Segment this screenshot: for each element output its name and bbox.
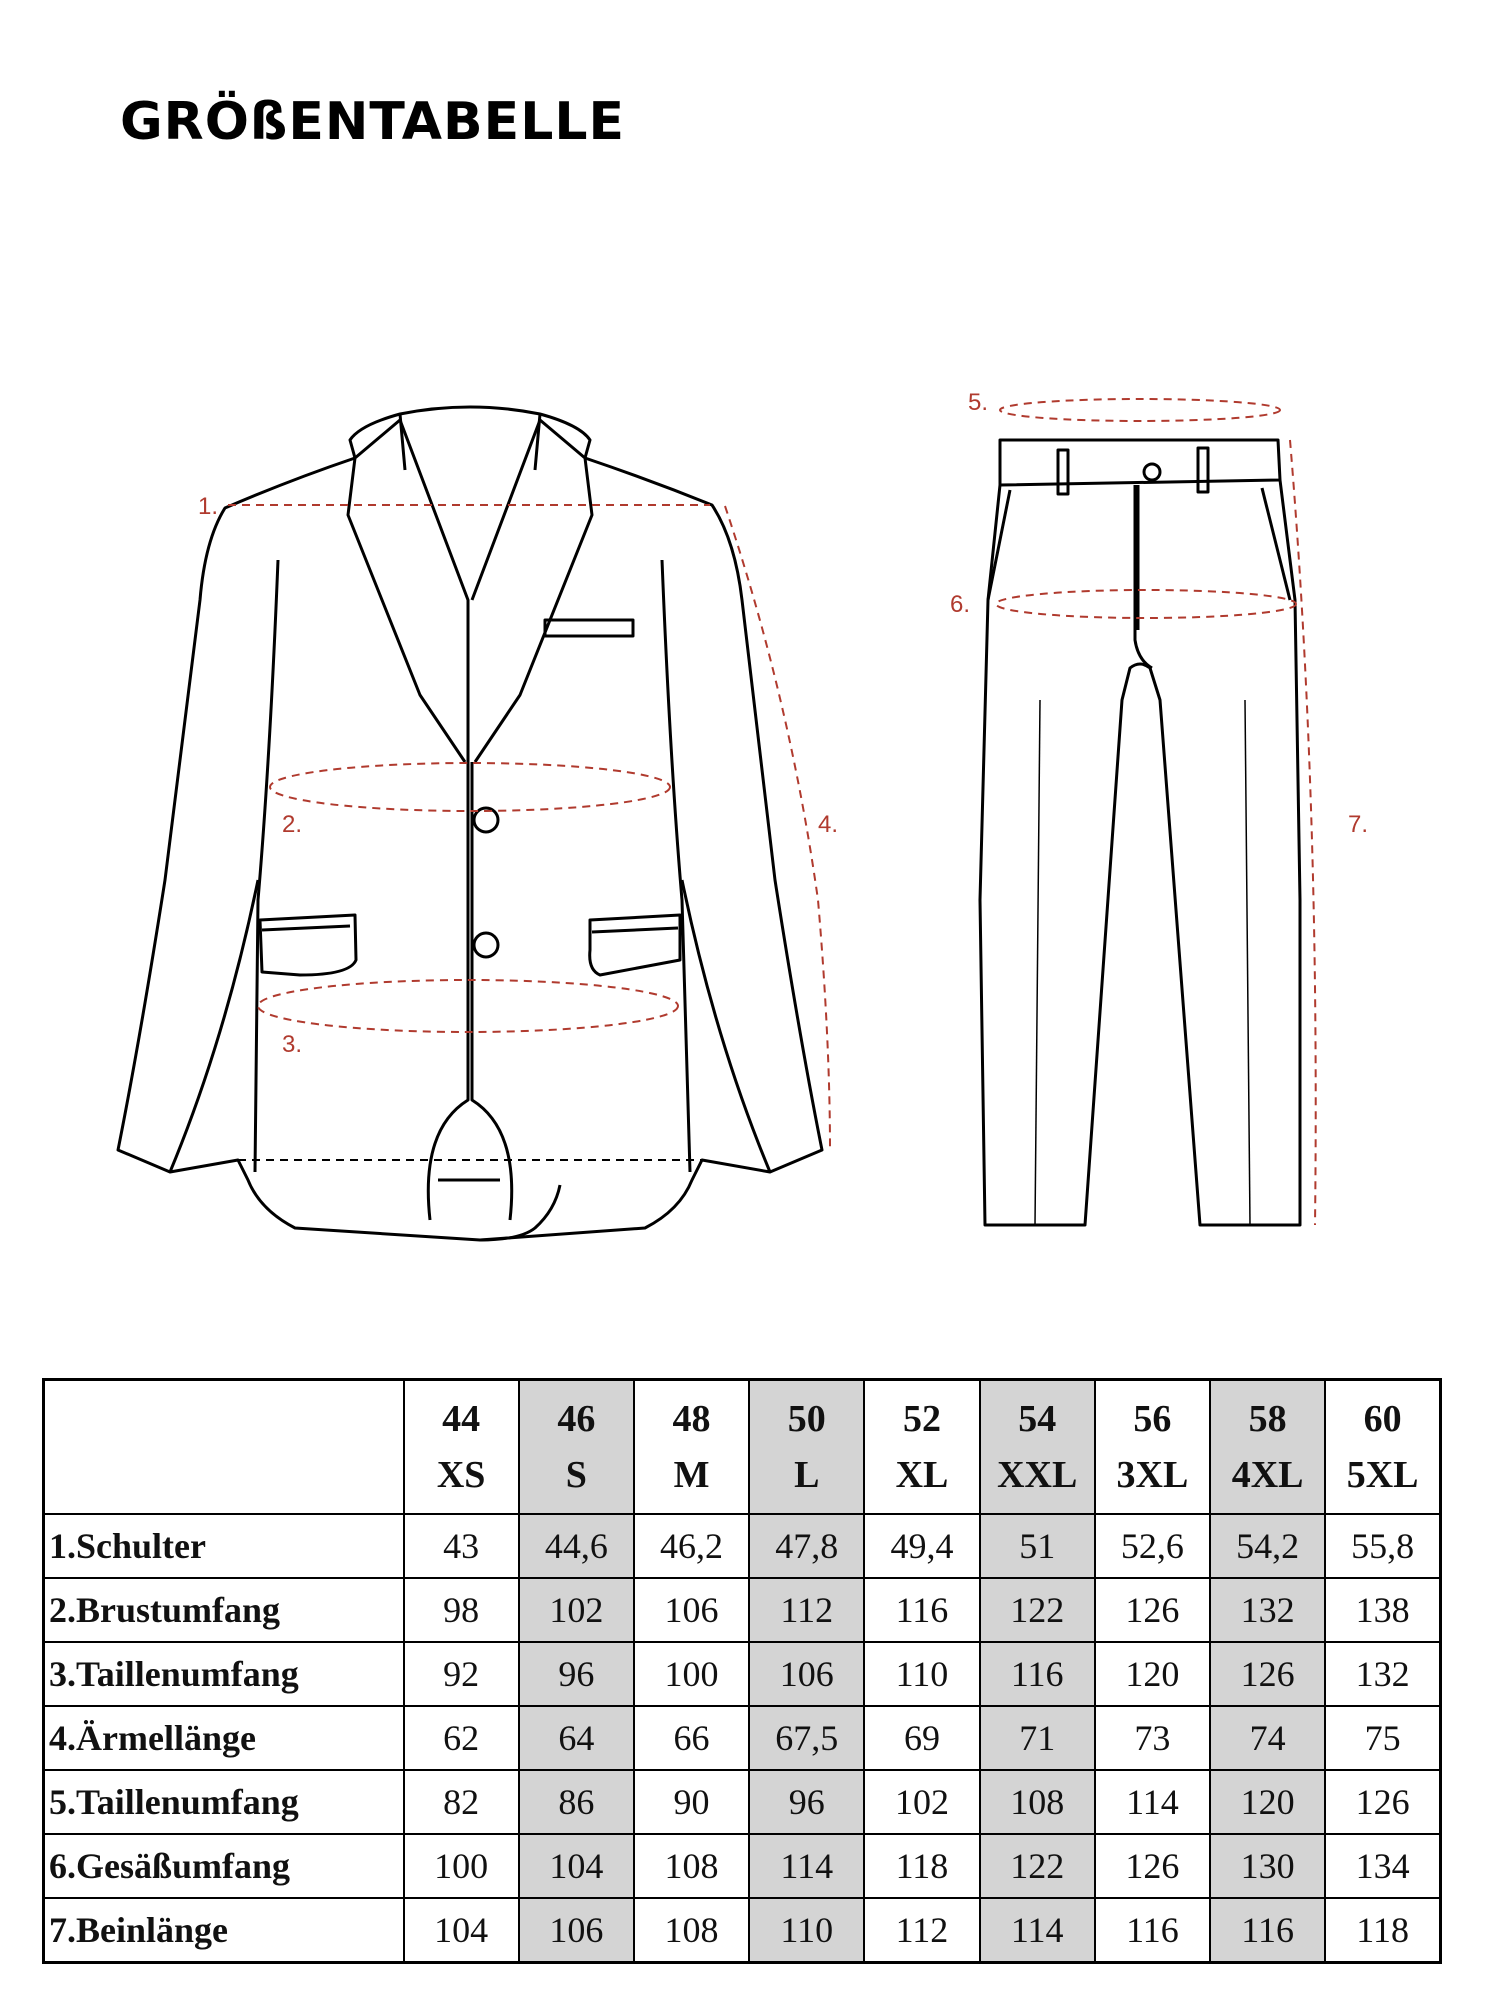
size-header-cell: 48 M bbox=[634, 1380, 749, 1515]
table-cell: 126 bbox=[1325, 1770, 1440, 1834]
table-cell: 43 bbox=[404, 1514, 519, 1578]
table-row bbox=[44, 1642, 1441, 1706]
row-label: 7.Beinlänge bbox=[44, 1898, 404, 1963]
table-cell: 104 bbox=[519, 1834, 634, 1898]
table-cell: 62 bbox=[404, 1706, 519, 1770]
table-cell: 126 bbox=[1095, 1578, 1210, 1642]
table-cell: 114 bbox=[749, 1834, 864, 1898]
size-header-cell: 56 3XL bbox=[1095, 1380, 1210, 1515]
measure-label-4: 4. bbox=[818, 811, 839, 838]
table-cell: 47,8 bbox=[749, 1514, 864, 1578]
table-row bbox=[44, 1770, 1441, 1834]
row-label: 2.Brustumfang bbox=[44, 1578, 404, 1642]
size-table-body bbox=[44, 1514, 1441, 1963]
measure-label-2: 2. bbox=[282, 811, 303, 838]
size-header-cell: 50 L bbox=[749, 1380, 864, 1515]
measure-label-7: 7. bbox=[1348, 811, 1369, 838]
page-title: GRÖßENTABELLE bbox=[120, 92, 625, 152]
table-cell: 90 bbox=[634, 1770, 749, 1834]
table-cell: 106 bbox=[634, 1578, 749, 1642]
trousers-drawing bbox=[980, 440, 1300, 1225]
table-cell: 104 bbox=[404, 1898, 519, 1963]
table-row bbox=[44, 1578, 1441, 1642]
table-cell: 44,6 bbox=[519, 1514, 634, 1578]
table-cell: 96 bbox=[519, 1642, 634, 1706]
row-label: 6.Gesäßumfang bbox=[44, 1834, 404, 1898]
table-cell: 108 bbox=[980, 1770, 1095, 1834]
table-cell: 73 bbox=[1095, 1706, 1210, 1770]
size-header-cell: 60 5XL bbox=[1325, 1380, 1440, 1515]
table-cell: 114 bbox=[980, 1898, 1095, 1963]
table-cell: 122 bbox=[980, 1834, 1095, 1898]
table-cell: 122 bbox=[980, 1578, 1095, 1642]
measure-label-1: 1. bbox=[198, 493, 219, 520]
table-cell: 108 bbox=[634, 1898, 749, 1963]
table-cell: 106 bbox=[749, 1642, 864, 1706]
table-cell: 106 bbox=[519, 1898, 634, 1963]
table-cell: 138 bbox=[1325, 1578, 1440, 1642]
table-cell: 98 bbox=[404, 1578, 519, 1642]
table-cell: 49,4 bbox=[864, 1514, 979, 1578]
row-label: 5.Taillenumfang bbox=[44, 1770, 404, 1834]
size-header-cell: 52 XL bbox=[864, 1380, 979, 1515]
table-cell: 64 bbox=[519, 1706, 634, 1770]
table-cell: 75 bbox=[1325, 1706, 1440, 1770]
table-cell: 110 bbox=[864, 1642, 979, 1706]
row-label: 1.Schulter bbox=[44, 1514, 404, 1578]
table-cell: 54,2 bbox=[1210, 1514, 1325, 1578]
table-cell: 132 bbox=[1325, 1642, 1440, 1706]
table-cell: 116 bbox=[1095, 1898, 1210, 1963]
measure-label-3: 3. bbox=[282, 1031, 303, 1058]
table-cell: 108 bbox=[634, 1834, 749, 1898]
jacket-drawing bbox=[118, 407, 822, 1240]
table-cell: 112 bbox=[749, 1578, 864, 1642]
size-table bbox=[42, 1378, 1442, 1964]
table-row bbox=[44, 1834, 1441, 1898]
table-cell: 120 bbox=[1210, 1770, 1325, 1834]
table-cell: 74 bbox=[1210, 1706, 1325, 1770]
table-cell: 100 bbox=[634, 1642, 749, 1706]
table-cell: 126 bbox=[1210, 1642, 1325, 1706]
table-cell: 55,8 bbox=[1325, 1514, 1440, 1578]
table-cell: 82 bbox=[404, 1770, 519, 1834]
table-cell: 92 bbox=[404, 1642, 519, 1706]
table-cell: 102 bbox=[864, 1770, 979, 1834]
measure-label-6: 6. bbox=[950, 591, 971, 618]
table-cell: 112 bbox=[864, 1898, 979, 1963]
measure-label-5: 5. bbox=[968, 389, 989, 416]
table-cell: 116 bbox=[1210, 1898, 1325, 1963]
table-cell: 51 bbox=[980, 1514, 1095, 1578]
size-header-cell: 54 XXL bbox=[980, 1380, 1095, 1515]
table-cell: 114 bbox=[1095, 1770, 1210, 1834]
row-label: 4.Ärmellänge bbox=[44, 1706, 404, 1770]
table-cell: 86 bbox=[519, 1770, 634, 1834]
jacket-measure-lines bbox=[228, 505, 830, 1150]
table-cell: 66 bbox=[634, 1706, 749, 1770]
table-cell: 71 bbox=[980, 1706, 1095, 1770]
table-cell: 46,2 bbox=[634, 1514, 749, 1578]
table-cell: 100 bbox=[404, 1834, 519, 1898]
table-cell: 116 bbox=[864, 1578, 979, 1642]
row-label: 3.Taillenumfang bbox=[44, 1642, 404, 1706]
table-cell: 120 bbox=[1095, 1642, 1210, 1706]
table-cell: 132 bbox=[1210, 1578, 1325, 1642]
table-cell: 110 bbox=[749, 1898, 864, 1963]
table-cell: 96 bbox=[749, 1770, 864, 1834]
table-cell: 134 bbox=[1325, 1834, 1440, 1898]
table-row bbox=[44, 1514, 1441, 1578]
size-header-cell: 46 S bbox=[519, 1380, 634, 1515]
trousers-measure-lines bbox=[996, 399, 1316, 1225]
table-cell: 116 bbox=[980, 1642, 1095, 1706]
table-corner-cell bbox=[44, 1380, 404, 1515]
table-cell: 52,6 bbox=[1095, 1514, 1210, 1578]
table-row bbox=[44, 1898, 1441, 1963]
table-cell: 102 bbox=[519, 1578, 634, 1642]
table-cell: 118 bbox=[864, 1834, 979, 1898]
size-header-cell: 44 XS bbox=[404, 1380, 519, 1515]
table-cell: 69 bbox=[864, 1706, 979, 1770]
table-cell: 130 bbox=[1210, 1834, 1325, 1898]
size-header-cell: 58 4XL bbox=[1210, 1380, 1325, 1515]
table-cell: 126 bbox=[1095, 1834, 1210, 1898]
table-cell: 67,5 bbox=[749, 1706, 864, 1770]
size-header-row bbox=[44, 1380, 1441, 1515]
table-cell: 118 bbox=[1325, 1898, 1440, 1963]
table-row bbox=[44, 1706, 1441, 1770]
